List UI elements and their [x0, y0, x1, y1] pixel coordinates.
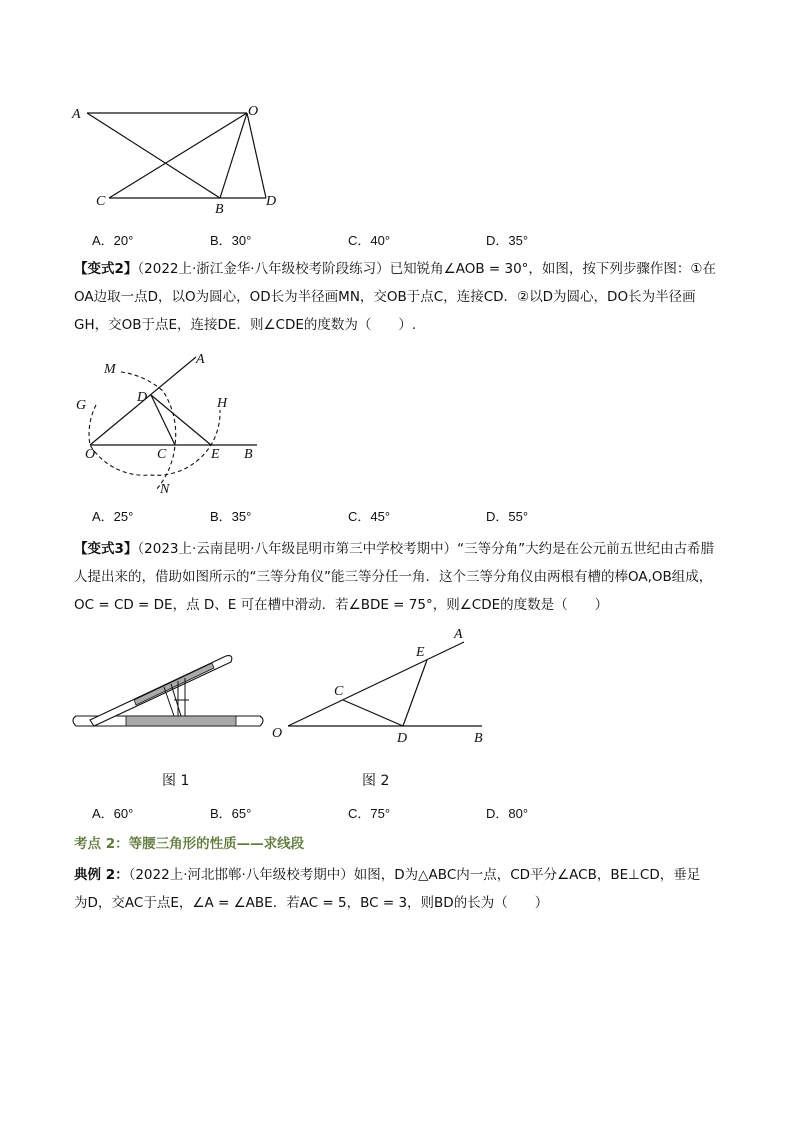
figure-arc-construction [60, 345, 280, 505]
q1-option-a[interactable]: A．20° [92, 233, 134, 248]
section2 [74, 830, 734, 858]
variant2-option-b[interactable]: B．35° [210, 509, 252, 524]
label-B3: B [474, 731, 483, 746]
variant3-option-a[interactable]: A．60° [92, 806, 134, 821]
variant3-options [92, 803, 732, 821]
variant2-option-c[interactable]: C．45° [348, 509, 391, 524]
variant2-line1: （2022上·浙江金华·八年级校考阶段练习）已知锐角∠AOB = 30°，如图，按下列步骤作图：①在 [137, 261, 717, 277]
label-G: G [76, 398, 87, 413]
label-H: H [217, 396, 228, 411]
section2-title: 考点 2：等腰三角形的性质——求线段 [74, 836, 305, 852]
figure1-caption: 图 1 [162, 773, 190, 789]
label-B2: B [244, 447, 253, 462]
variant2-option-a[interactable]: A．25° [92, 509, 134, 524]
variant2-options [92, 506, 732, 524]
label-E2: E [211, 447, 220, 462]
variant2-question [74, 255, 734, 339]
label-O3: O [272, 726, 283, 741]
variant3-line1: （2023上·云南昆明·八年级昆明市第三中学校考期中）“三等分角”大约是在公元前五世纪由古希腊 [137, 541, 715, 557]
label-D2: D [137, 390, 148, 405]
variant3-tag: 【变式3】 [74, 541, 138, 557]
variant3-option-b[interactable]: B．65° [210, 806, 252, 821]
q1-options [92, 230, 732, 248]
label-A3: A [454, 627, 463, 642]
variant2-line3: GH，交OB于点E，连接DE．则∠CDE的度数为（ ）. [74, 317, 417, 333]
label-A2: A [196, 352, 205, 367]
label-E3: E [416, 645, 425, 660]
label-D: D [266, 194, 277, 209]
variant2-tag: 【变式2】 [74, 261, 138, 277]
label-B: B [215, 202, 224, 215]
q1-option-b[interactable]: B．30° [210, 233, 252, 248]
label-C3: C [334, 684, 344, 699]
figure-quadrilateral [60, 95, 290, 215]
label-C2: C [157, 447, 167, 462]
variant2-line2: OA边取一点D，以O为圆心，OD长为半径画MN，交OB于点C，连接CD．②以D为圆心，DO长为半径画 [74, 289, 696, 305]
variant2-option-d[interactable]: D．55° [486, 509, 529, 524]
label-M: M [104, 362, 116, 377]
variant3-question [74, 535, 734, 619]
figure2-caption: 图 2 [362, 773, 390, 789]
example2-question [74, 861, 734, 917]
trisector-diagram-figure [268, 622, 498, 752]
trisector-instrument-figure [68, 640, 268, 745]
variant3-line2: 人提出来的，借助如图所示的“三等分角仪”能三等分任一角．这个三等分角仪由两根有槽的棒OA,OB组成， [74, 569, 713, 585]
label-A: A [72, 107, 81, 122]
label-C: C [96, 194, 106, 209]
variant3-line3: OC = CD = DE，点 D、E 可在槽中滑动．若∠BDE = 75°，则∠CDE的度数是（ ） [74, 597, 609, 613]
q1-option-d[interactable]: D．35° [486, 233, 529, 248]
example2-tag: 典例 2： [74, 867, 129, 883]
label-D3: D [397, 731, 408, 746]
label-O2: O [85, 447, 96, 462]
example2-line2: 为D，交AC于点E，∠A = ∠ABE．若AC = 5，BC = 3，则BD的长为（ ） [74, 895, 549, 911]
example2-line1: （2022上·河北邯郸·八年级校考期中）如图，D为△ABC内一点，CD平分∠ACB，BE⊥CD，垂足 [128, 867, 701, 883]
variant3-option-c[interactable]: C．75° [348, 806, 391, 821]
label-O: O [248, 104, 259, 119]
label-N: N [160, 482, 170, 497]
q1-option-c[interactable]: C．40° [348, 233, 391, 248]
variant3-option-d[interactable]: D．80° [486, 806, 529, 821]
